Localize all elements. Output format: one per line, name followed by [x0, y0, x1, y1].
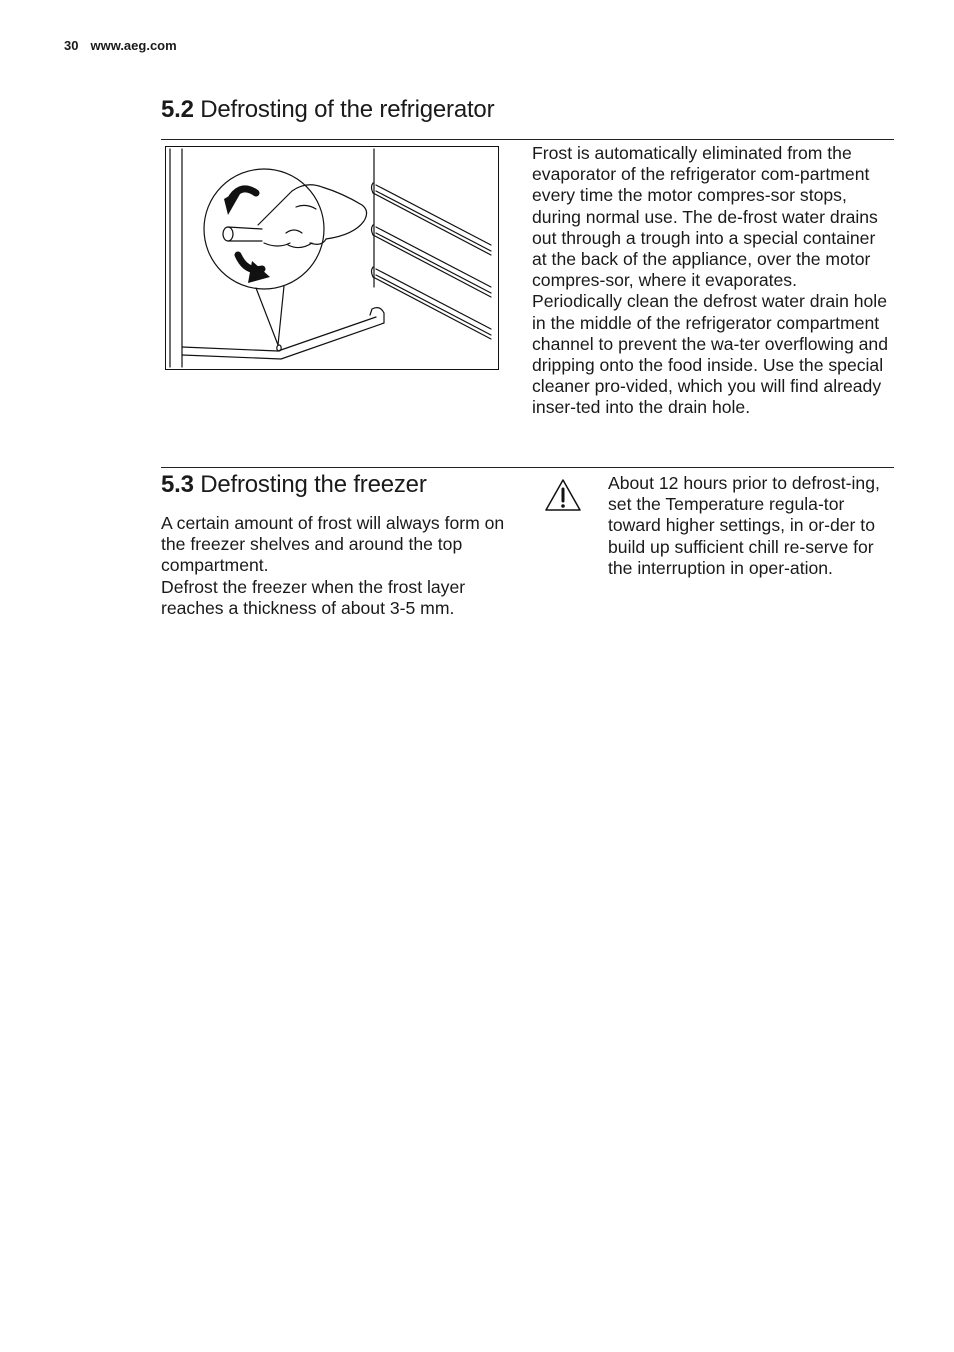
section-number-5-3: 5.3: [161, 471, 194, 498]
warning-text: About 12 hours prior to defrost-ing, set the Temperature regula-tor toward higher settings, in or-der to build up sufficient chill re-serve for the interruption in oper-ation.: [608, 473, 880, 578]
defrost-drain-hole-illustration: [166, 147, 498, 369]
section-title-5-3: [161, 471, 427, 499]
section-title-text-5-3: Defrosting the freezer: [200, 471, 427, 498]
paragraph: Defrost the freezer when the frost layer reaches a thickness of about 3-5 mm.: [161, 576, 466, 618]
section-number-5-2: 5.2: [161, 96, 194, 123]
section-divider-top: [161, 139, 894, 140]
page-number: 30: [64, 38, 79, 53]
section-title-5-2: [161, 96, 494, 124]
page-header: [64, 38, 177, 53]
paragraph: Periodically clean the defrost water drain hole in the middle of the refrigerator compartment channel to prevent the wa-ter overflowing and dripping onto the food inside. Use the special cleaner pro-vided, which you will find already inser-ted into the drain hole.: [532, 291, 888, 418]
paragraph: A certain amount of frost will always form on the freezer shelves and around the top compartment.: [161, 513, 505, 576]
defrost-drain-figure: [165, 146, 499, 370]
refrigerator-defrost-text: [532, 143, 894, 419]
section-divider-bottom: [161, 467, 894, 468]
paragraph: Frost is automatically eliminated from the evaporator of the refrigerator com-partment every time the motor compres-sor stops, during normal use. The de-frost water drains out through a trough into a special container at the back of the appliance, over the motor compres-sor, where it evaporates.: [532, 143, 878, 291]
website-url: www.aeg.com: [90, 38, 177, 53]
warning-triangle-icon: [543, 477, 583, 513]
section-title-text-5-2: Defrosting of the refrigerator: [200, 96, 495, 123]
freezer-defrost-text: [161, 513, 521, 619]
